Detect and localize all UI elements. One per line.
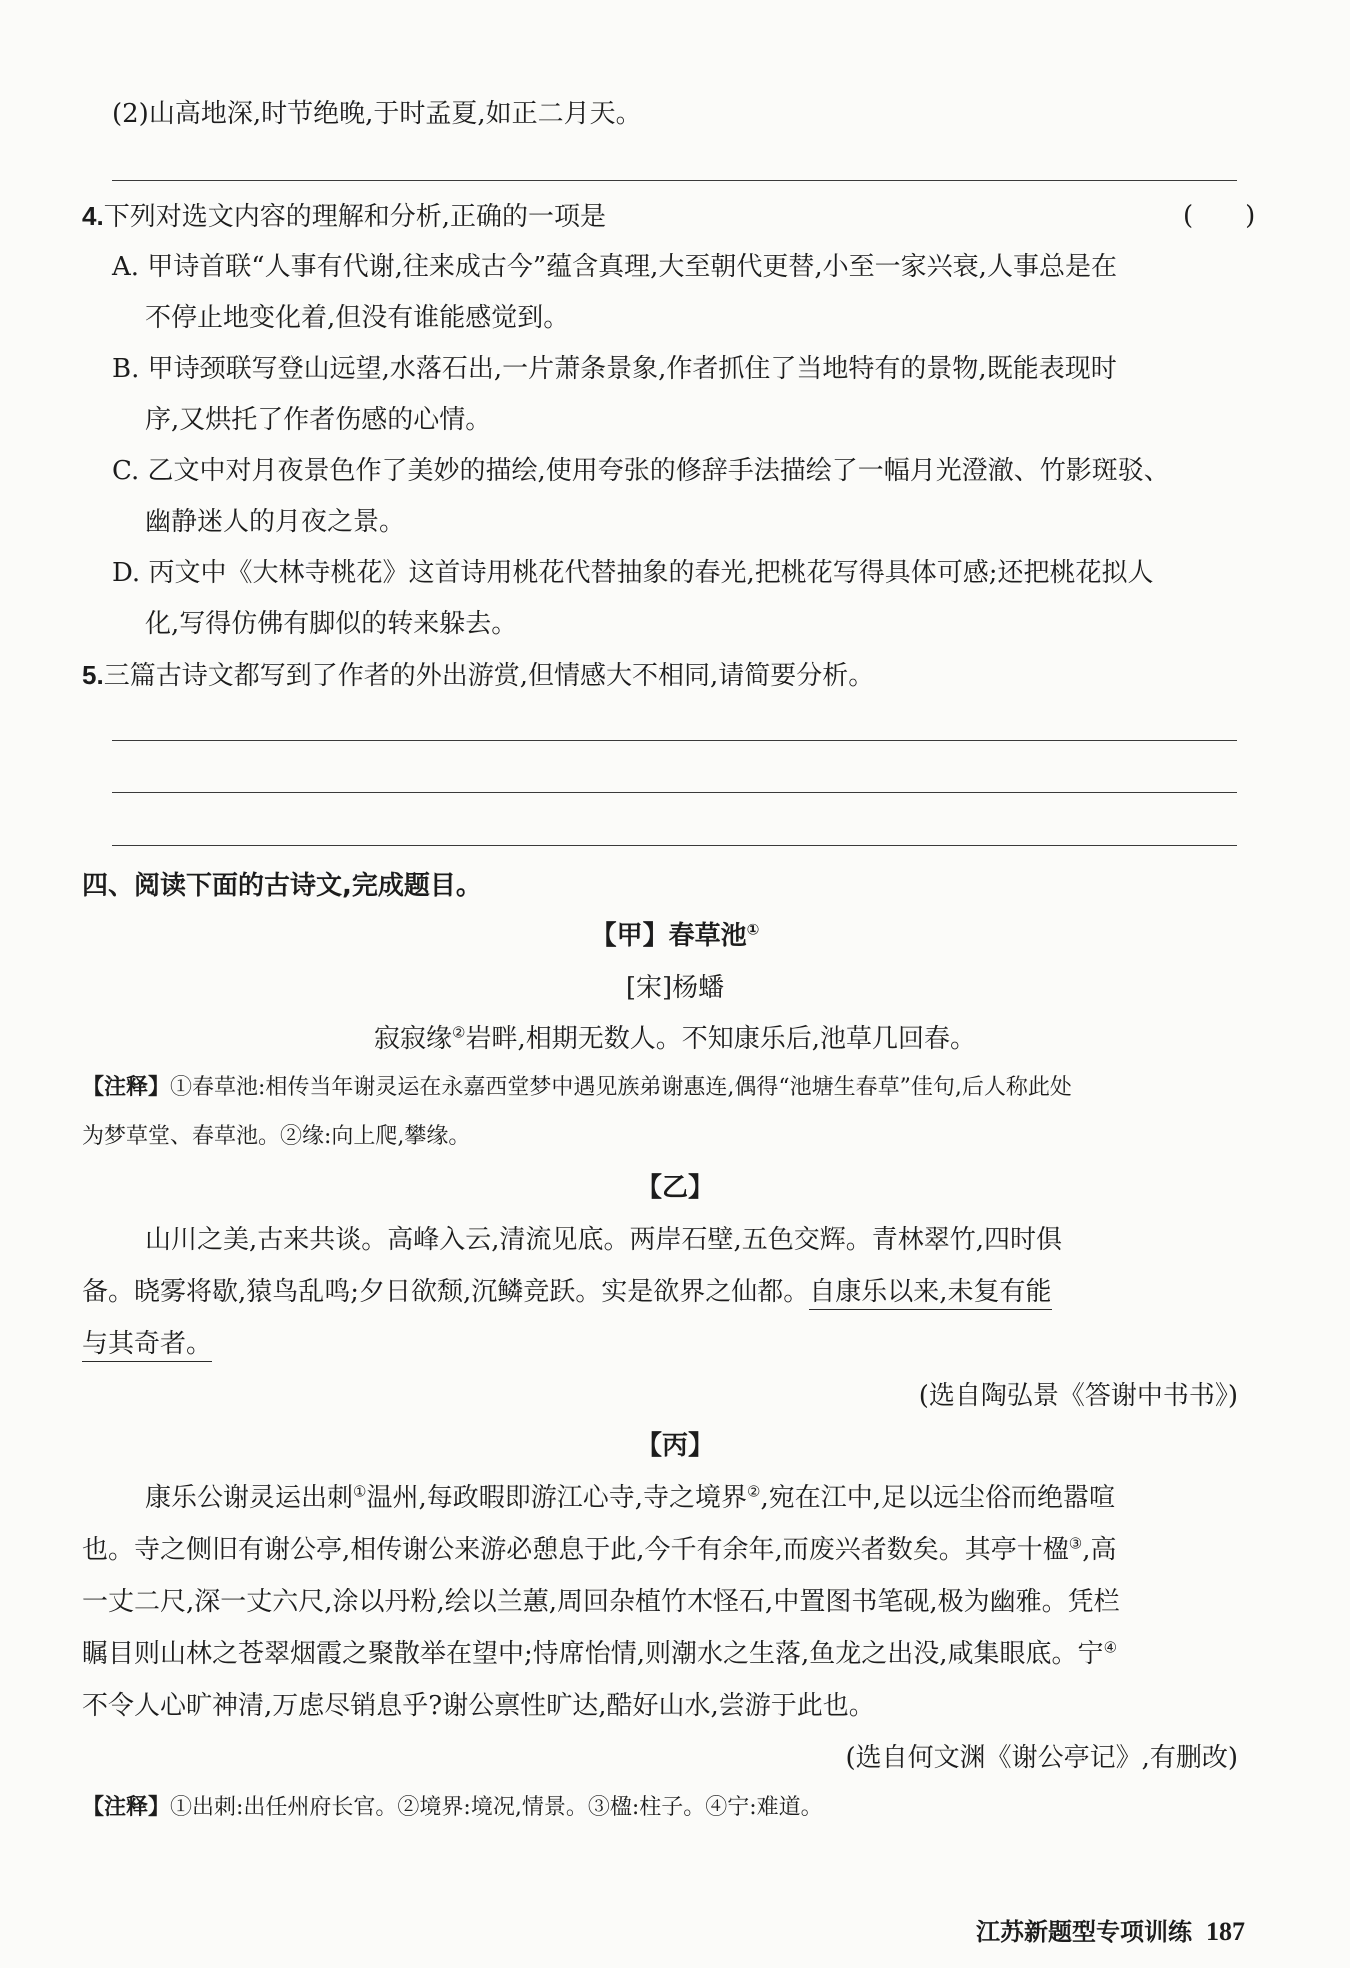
bing-note [82,1792,823,1824]
book-title: 江苏新题型专项训练 [976,1918,1192,1946]
jia-poem-note-mark: ② [452,1023,466,1042]
yi-line2 [82,1274,1052,1310]
bing-line1-a: 康乐公谢灵运出刺 [145,1483,354,1513]
q5-number: 5. [82,660,104,690]
answer-line[interactable] [112,792,1237,793]
page-number: 187 [1206,1917,1245,1946]
bing-note-label: 【注释】 [82,1795,171,1820]
bing-note-mark-1: ① [353,1482,367,1501]
bing-line2-b: ,高 [1082,1535,1117,1565]
jia-poem-part-a: 寂寂缘 [374,1024,453,1054]
jia-note-text1: ①春草池:相传当年谢灵运在永嘉西堂梦中遇见族弟谢惠连,偶得“池塘生春草”佳句,后人称此处 [170,1075,1072,1100]
bing-line3: 一丈二尺,深一丈六尺,涂以丹粉,绘以兰蕙,周回杂植竹木怪石,中置图书笔砚,极为幽雅。凭栏 [82,1587,1120,1617]
jia-title [0,918,1350,954]
q4-number: 4. [82,201,104,231]
jia-poem-part-b: 岩畔,相期无数人。不知康乐后,池草几回春。 [465,1024,976,1054]
yi-line3 [82,1326,212,1362]
q4-option-d-line1: D. 丙文中《大林寺桃花》这首诗用桃花代替抽象的春光,把桃花写得具体可感;还把桃花拟人 [112,558,1154,588]
bing-line1-c: ,宛在江中,足以远尘俗而绝嚣喧 [760,1483,1115,1513]
jia-author: [宋]杨蟠 [625,973,725,1003]
yi-source: (选自陶弘景《答谢中书书》) [918,1381,1238,1411]
jia-note-line2: 为梦草堂、春草池。②缘:向上爬,攀缘。 [82,1124,471,1149]
q4-answer-bracket[interactable]: ( ) [1183,201,1256,231]
q4-stem [82,198,606,235]
answer-line[interactable] [112,845,1237,846]
jia-note-label: 【注释】 [82,1075,171,1100]
bing-title: 【丙】 [635,1431,714,1461]
jia-title-note-mark: ① [746,920,760,939]
q4-option-a-line1: A. 甲诗首联“人事有代谢,往来成古今”蕴含真理,大至朝代更替,小至一家兴衰,人事总是在 [112,252,1117,282]
bing-note-text: ①出刺:出任州府长官。②境界:境况,情景。③楹:柱子。④宁:难道。 [170,1795,823,1820]
q4-option-b-line2: 序,又烘托了作者伤感的心情。 [145,405,492,435]
bing-line1-b: 温州,每政暇即游江心寺,寺之境界 [366,1483,747,1513]
bing-line1 [145,1480,1115,1516]
q3-sub2-text: (2)山高地深,时节绝晚,于时孟夏,如正二月天。 [112,99,642,129]
jia-poem [0,1021,1350,1057]
page-footer [976,1912,1245,1947]
answer-line[interactable] [112,180,1237,181]
bing-line5: 不令人心旷神清,万虑尽销息乎?谢公禀性旷达,酷好山水,尝游于此也。 [82,1691,875,1721]
jia-note-line1 [82,1072,1072,1104]
yi-line1: 山川之美,古来共谈。高峰入云,清流见底。两岸石壁,五色交辉。青林翠竹,四时俱 [145,1225,1063,1255]
q5-stem-text: 三篇古诗文都写到了作者的外出游赏,但情感大不相同,请简要分析。 [103,661,875,691]
bing-line4 [82,1636,1117,1672]
bing-line4-a: 瞩目则山林之苍翠烟霞之聚散举在望中;恃席怡情,则潮水之生落,鱼龙之出没,咸集眼底。宁 [82,1639,1104,1669]
bing-line2 [82,1532,1117,1568]
section-heading: 四、阅读下面的古诗文,完成题目。 [82,871,482,901]
bing-note-mark-4: ④ [1103,1638,1118,1657]
bing-note-mark-3: ③ [1068,1534,1083,1553]
q4-stem-text: 下列对选文内容的理解和分析,正确的一项是 [103,202,606,232]
q5-stem [82,657,874,694]
q4-option-a-line2: 不停止地变化着,但没有谁能感觉到。 [145,303,570,333]
yi-line2-text: 备。晓雾将歇,猿鸟乱鸣;夕日欲颓,沉鳞竞跃。实是欲界之仙都。 [82,1277,810,1307]
yi-underlined-sentence-part1: 自康乐以来,未复有能 [809,1277,1051,1310]
q4-option-b-line1: B. 甲诗颈联写登山远望,水落石出,一片萧条景象,作者抓住了当地特有的景物,既能表现时 [112,354,1117,384]
bing-source: (选自何文渊《谢公亭记》,有删改) [845,1743,1238,1773]
q4-option-d-line2: 化,写得仿佛有脚似的转来躲去。 [145,609,518,639]
q4-option-c-line1: C. 乙文中对月夜景色作了美妙的描绘,使用夸张的修辞手法描绘了一幅月光澄澈、竹影斑驳、 [112,456,1170,486]
bing-line2-a: 也。寺之侧旧有谢公亭,相传谢公来游必憩息于此,今千有余年,而废兴者数矣。其亭十楹 [82,1535,1069,1565]
yi-underlined-sentence-part2: 与其奇者。 [82,1329,212,1362]
yi-title: 【乙】 [635,1173,714,1203]
jia-title-text: 【甲】春草池 [590,921,747,951]
q4-option-c-line2: 幽静迷人的月夜之景。 [145,507,406,537]
answer-line[interactable] [112,740,1237,741]
bing-note-mark-2: ② [747,1482,761,1501]
